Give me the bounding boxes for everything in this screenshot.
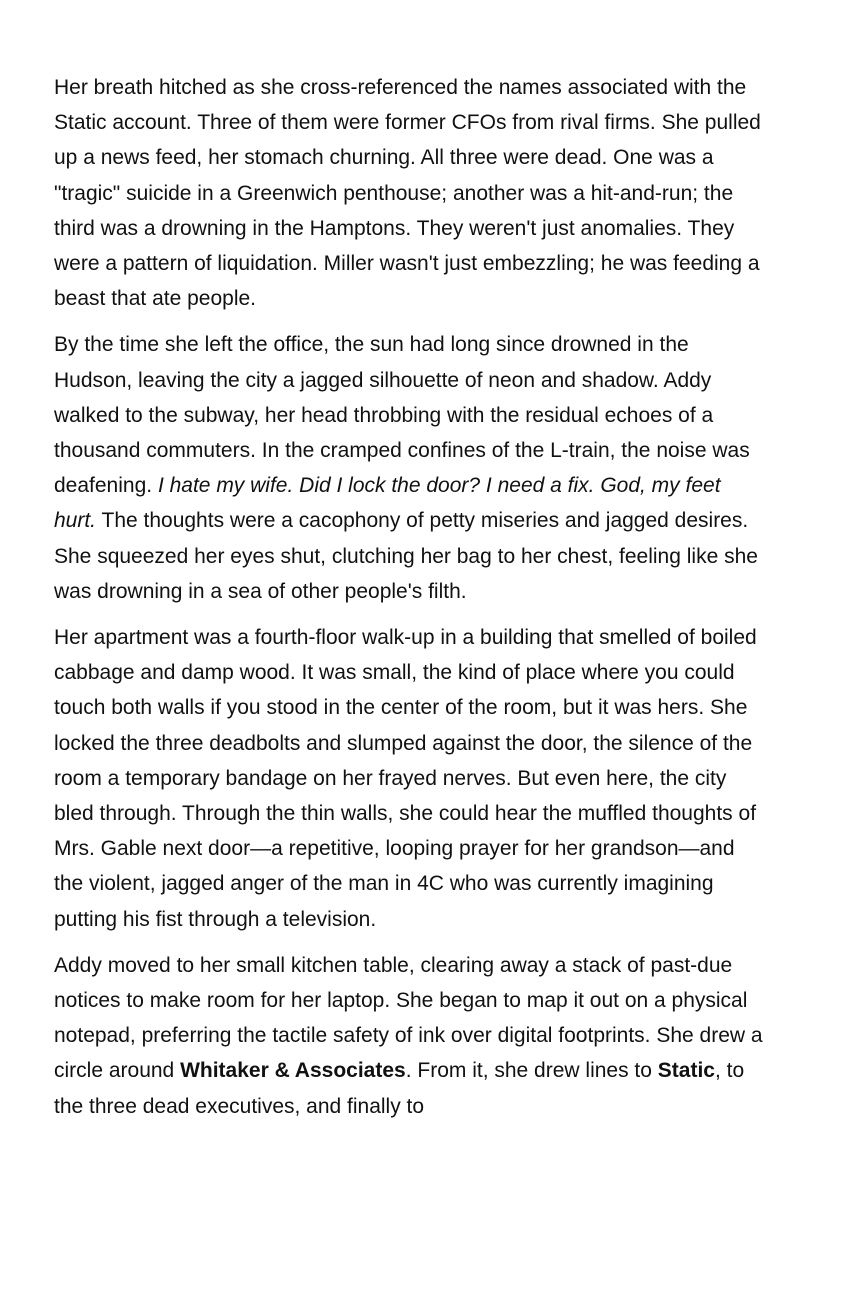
document-page bbox=[54, 70, 766, 1135]
italic-thoughts: I hate my wife. Did I lock the door? I need a fix. God, my feet hurt. bbox=[54, 474, 721, 533]
paragraph-text: Her apartment was a fourth-floor walk-up in a building that smelled of boiled cabbage and damp wood. It was small, the kind of place where you could touch both walls if you stood in the center of the room, but it was hers. She locked the three deadbolts and slumped against the door, the silence of the room a temporary bandage on her frayed nerves. But even here, the city bled through. Through the thin walls, she could hear the muffled thoughts of Mrs. Gable next door—a repetitive, looping prayer for her grandson—and the violent, jagged anger of the man in 4C who was currently imagining putting his fist through a television. bbox=[54, 626, 757, 931]
paragraph-text: The thoughts were a cacophony of petty miseries and jagged desires. She squeezed her eyes shut, clutching her bag to her chest, feeling like she was drowning in a sea of other people's filth. bbox=[54, 509, 758, 603]
paragraph-text: Her breath hitched as she cross-referenced the names associated with the Static account. Three of them were former CFOs from rival firms. She pulled up a news feed, her stomach churning. All three were dead. One was a "tragic" suicide in a Greenwich penthouse; another was a hit-and-run; the third was a drowning in the Hamptons. They weren't just anomalies. They were a pattern of liquidation. Miller wasn't just embezzling; he was feeding a beast that ate people. bbox=[54, 76, 761, 311]
paragraph-text: Addy moved to her small kitchen table, clearing away a stack of past-due notices to make room for her laptop. She began to map it out on a physical notepad, preferring the tactile safety of ink over digital footprints. She drew a circle around bbox=[54, 953, 763, 1083]
paragraph-text: . From it, she drew lines to bbox=[405, 1059, 658, 1083]
paragraph-1 bbox=[54, 70, 766, 316]
bold-firm-name: Whitaker & Associates bbox=[180, 1059, 406, 1083]
paragraph-text: , to the three dead executives, and finally to bbox=[54, 1059, 745, 1118]
paragraph-text: By the time she left the office, the sun had long since drowned in the Hudson, leaving the city a jagged silhouette of neon and shadow. Addy walked to the subway, her head throbbing with the residual echoes of a thousand commuters. In the cramped confines of the L-train, the noise was deafening. bbox=[54, 333, 750, 498]
paragraph-2 bbox=[54, 327, 766, 609]
paragraph-3 bbox=[54, 620, 766, 937]
bold-account-name: Static bbox=[657, 1059, 715, 1083]
paragraph-4 bbox=[54, 948, 766, 1124]
